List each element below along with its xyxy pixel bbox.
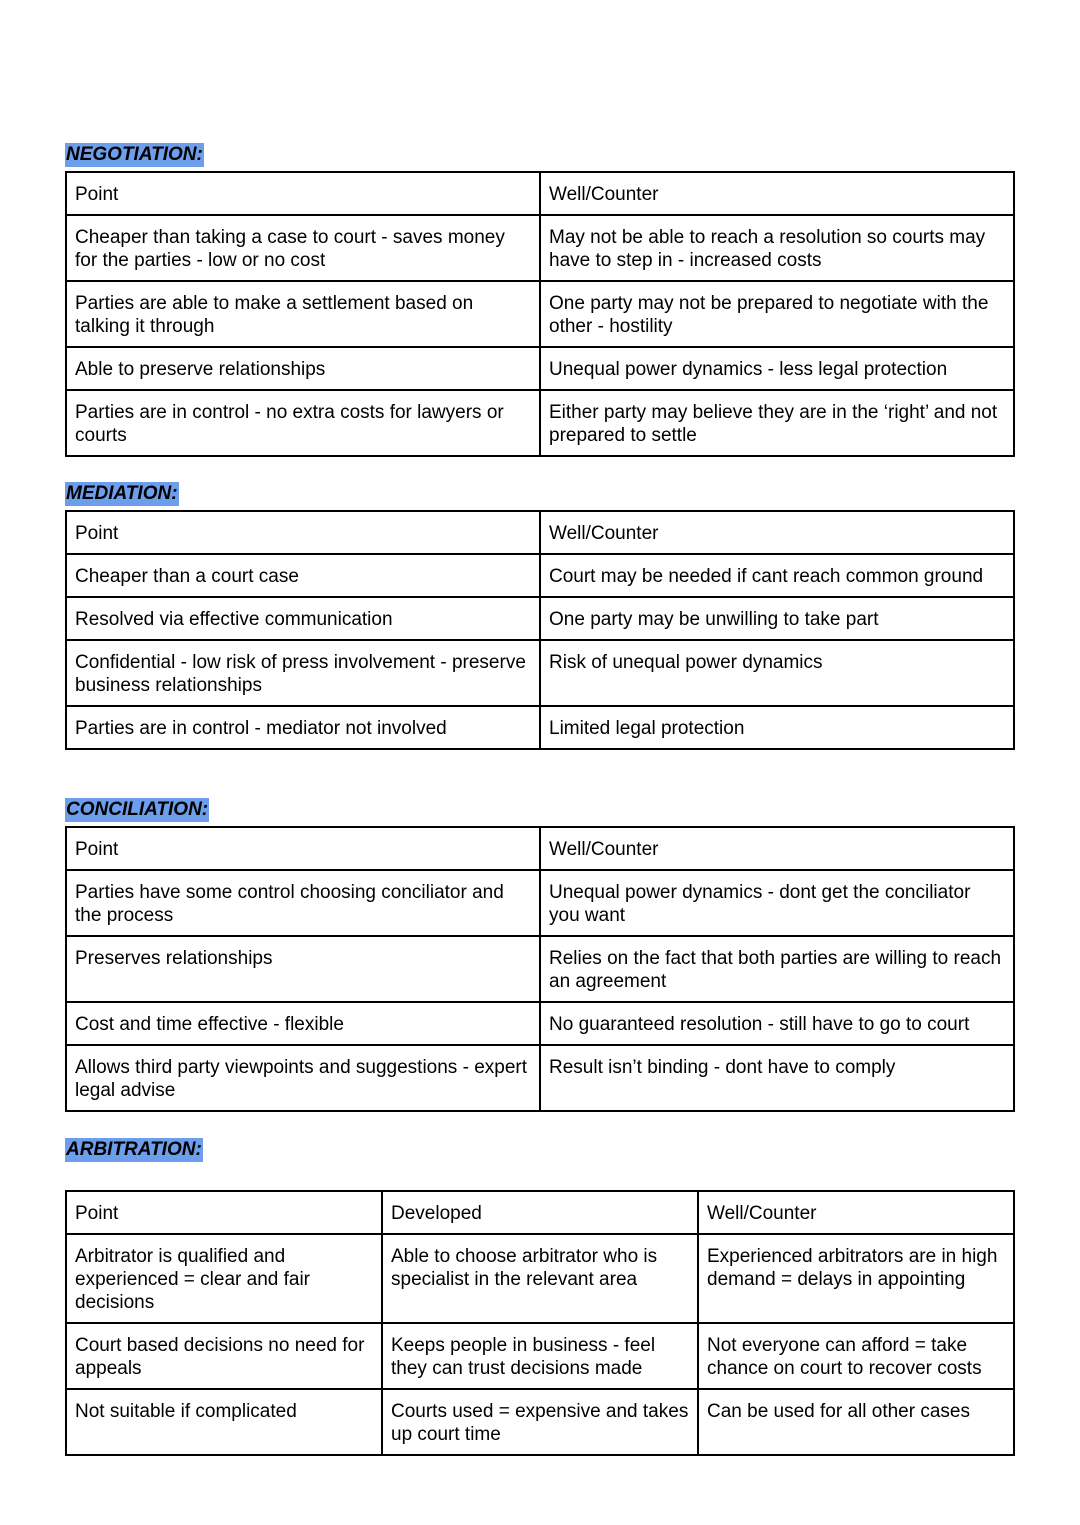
column-header-well-counter: Well/Counter bbox=[698, 1191, 1014, 1234]
column-header-point: Point bbox=[66, 172, 540, 215]
counter-cell: Relies on the fact that both parties are willing to reach an agreement bbox=[540, 936, 1014, 1002]
column-header-developed: Developed bbox=[382, 1191, 698, 1234]
counter-cell: Either party may believe they are in the ‘right’ and not prepared to settle bbox=[540, 390, 1014, 456]
counter-cell: Limited legal protection bbox=[540, 706, 1014, 749]
counter-cell: Risk of unequal power dynamics bbox=[540, 640, 1014, 706]
counter-cell: Experienced arbitrators are in high demand = delays in appointing bbox=[698, 1234, 1014, 1323]
table-header-row bbox=[66, 1191, 1014, 1234]
developed-cell: Keeps people in business - feel they can trust decisions made bbox=[382, 1323, 698, 1389]
arbitration-table bbox=[65, 1190, 1015, 1456]
column-header-point: Point bbox=[66, 827, 540, 870]
point-cell: Resolved via effective communication bbox=[66, 597, 540, 640]
table-row bbox=[66, 706, 1014, 749]
table-row bbox=[66, 347, 1014, 390]
mediation-table bbox=[65, 510, 1015, 750]
developed-cell: Able to choose arbitrator who is specialist in the relevant area bbox=[382, 1234, 698, 1323]
counter-cell: Can be used for all other cases bbox=[698, 1389, 1014, 1455]
table-row bbox=[66, 1323, 1014, 1389]
mediation-heading: MEDIATION: bbox=[66, 483, 178, 504]
counter-cell: One party may not be prepared to negotiate with the other - hostility bbox=[540, 281, 1014, 347]
table-row bbox=[66, 554, 1014, 597]
negotiation-section bbox=[65, 143, 1013, 446]
point-cell: Parties have some control choosing conciliator and the process bbox=[66, 870, 540, 936]
table-row bbox=[66, 1389, 1014, 1455]
point-cell: Parties are in control - mediator not involved bbox=[66, 706, 540, 749]
negotiation-table bbox=[65, 171, 1015, 457]
table-row bbox=[66, 1002, 1014, 1045]
counter-cell: Unequal power dynamics - less legal protection bbox=[540, 347, 1014, 390]
column-header-well-counter: Well/Counter bbox=[540, 172, 1014, 215]
table-row bbox=[66, 936, 1014, 1002]
point-cell: Cheaper than a court case bbox=[66, 554, 540, 597]
point-cell: Able to preserve relationships bbox=[66, 347, 540, 390]
arbitration-heading: ARBITRATION: bbox=[66, 1139, 202, 1160]
table-row bbox=[66, 281, 1014, 347]
point-cell: Confidential - low risk of press involvement - preserve business relationships bbox=[66, 640, 540, 706]
table-header-row bbox=[66, 172, 1014, 215]
point-cell: Not suitable if complicated bbox=[66, 1389, 382, 1455]
table-header-row bbox=[66, 511, 1014, 554]
table-header-row bbox=[66, 827, 1014, 870]
column-header-point: Point bbox=[66, 511, 540, 554]
conciliation-section bbox=[65, 798, 1013, 1101]
point-cell: Court based decisions no need for appeals bbox=[66, 1323, 382, 1389]
counter-cell: May not be able to reach a resolution so courts may have to step in - increased costs bbox=[540, 215, 1014, 281]
column-header-point: Point bbox=[66, 1191, 382, 1234]
counter-cell: Court may be needed if cant reach common ground bbox=[540, 554, 1014, 597]
table-row bbox=[66, 1234, 1014, 1323]
table-row bbox=[66, 640, 1014, 706]
table-row bbox=[66, 215, 1014, 281]
counter-cell: Unequal power dynamics - dont get the conciliator you want bbox=[540, 870, 1014, 936]
conciliation-table bbox=[65, 826, 1015, 1112]
point-cell: Cheaper than taking a case to court - saves money for the parties - low or no cost bbox=[66, 215, 540, 281]
point-cell: Parties are able to make a settlement based on talking it through bbox=[66, 281, 540, 347]
counter-cell: Result isn’t binding - dont have to comply bbox=[540, 1045, 1014, 1111]
point-cell: Arbitrator is qualified and experienced = clear and fair decisions bbox=[66, 1234, 382, 1323]
developed-cell: Courts used = expensive and takes up court time bbox=[382, 1389, 698, 1455]
point-cell: Allows third party viewpoints and suggestions - expert legal advise bbox=[66, 1045, 540, 1111]
counter-cell: No guaranteed resolution - still have to go to court bbox=[540, 1002, 1014, 1045]
table-row bbox=[66, 870, 1014, 936]
column-header-well-counter: Well/Counter bbox=[540, 511, 1014, 554]
negotiation-heading: NEGOTIATION: bbox=[66, 144, 203, 165]
arbitration-section bbox=[65, 1138, 1013, 1445]
column-header-well-counter: Well/Counter bbox=[540, 827, 1014, 870]
counter-cell: One party may be unwilling to take part bbox=[540, 597, 1014, 640]
table-row bbox=[66, 597, 1014, 640]
table-row bbox=[66, 1045, 1014, 1111]
counter-cell: Not everyone can afford = take chance on court to recover costs bbox=[698, 1323, 1014, 1389]
point-cell: Parties are in control - no extra costs for lawyers or courts bbox=[66, 390, 540, 456]
point-cell: Preserves relationships bbox=[66, 936, 540, 1002]
mediation-section bbox=[65, 482, 1013, 739]
point-cell: Cost and time effective - flexible bbox=[66, 1002, 540, 1045]
conciliation-heading: CONCILIATION: bbox=[66, 799, 209, 820]
table-row bbox=[66, 390, 1014, 456]
